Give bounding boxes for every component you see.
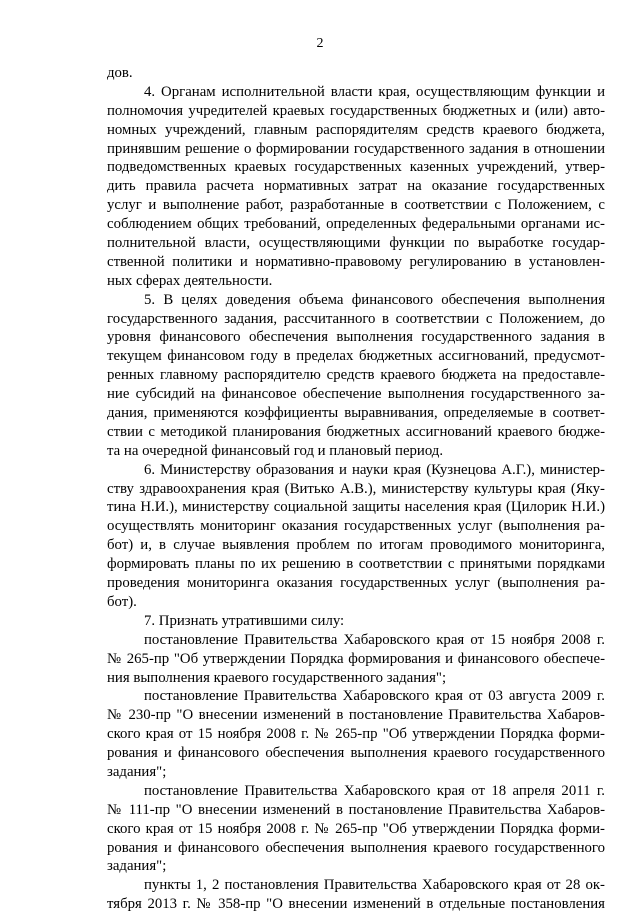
text-line: текущем финансовом году в пределах бюджетных ассигнований, предусмот- bbox=[107, 348, 605, 365]
text-line: тября 2013 г. № 358-пр "О внесении изменений в отдельные постановления bbox=[107, 896, 605, 913]
paragraph-repeal-4 bbox=[107, 876, 605, 914]
text-line: 7. Признать утратившими силу: bbox=[144, 612, 345, 629]
text-line: ние субсидий на финансовое обеспечение выполнения государственного за- bbox=[107, 386, 605, 403]
text-line: пункты 1, 2 постановления Правительства Хабаровского края от 28 ок- bbox=[144, 877, 605, 894]
text-line: 5. В целях доведения объема финансового обеспечения выполнения bbox=[144, 291, 605, 308]
text-line: ных сферах деятельности. bbox=[107, 272, 273, 289]
text-line: формировать планы по их решению в соответствии с принятыми порядками bbox=[107, 556, 605, 573]
text-line: услуг и выполнение работ, разработанные в соответствии с Положением, с bbox=[107, 197, 605, 214]
document-body bbox=[107, 64, 605, 914]
page-number: 2 bbox=[316, 36, 324, 51]
text-line: постановление Правительства Хабаровского края от 18 апреля 2011 г. bbox=[144, 782, 605, 799]
text-line: бот) и, в случае выявления проблем по итогам проводимого мониторинга, bbox=[107, 537, 605, 554]
text-line: задания"; bbox=[107, 763, 167, 780]
text-line: подведомственных краевых государственных казенных учреждений, утвер- bbox=[107, 159, 605, 176]
text-line: ству здравоохранения края (Витько А.В.), министерству культуры края (Яку- bbox=[107, 480, 605, 497]
text-line: принявшим решение о формировании государственного задания в отношении bbox=[107, 140, 605, 157]
text-line: ского края от 15 ноября 2008 г. № 265-пр "Об утверждении Порядка форми- bbox=[107, 820, 605, 837]
text-line: № 230-пр "О внесении изменений в постановление Правительства Хабаров- bbox=[107, 707, 605, 724]
text-line: полнительной власти, осуществляющими функции по выработке государ- bbox=[107, 235, 605, 252]
text-line: дания, применяются коэффициенты выравнивания, определяемые в соответ- bbox=[107, 405, 605, 422]
paragraph-repeal-3 bbox=[107, 782, 605, 876]
text-line: полномочия учредителей краевых государственных бюджетных и (или) авто- bbox=[107, 102, 605, 119]
text-line: рования и финансового обеспечения выполнения краевого государственного bbox=[107, 745, 605, 762]
text-line: ского края от 15 ноября 2008 г. № 265-пр "Об утверждении Порядка форми- bbox=[107, 726, 605, 743]
paragraph-repeal-2 bbox=[107, 687, 605, 781]
paragraph-fragment-top bbox=[107, 64, 605, 83]
text-line: осуществлять мониторинг оказания государственных услуг (выполнения ра- bbox=[107, 518, 605, 535]
text-line: № 111-пр "О внесении изменений в постановление Правительства Хабаров- bbox=[107, 801, 605, 818]
text-line: 4. Органам исполнительной власти края, осуществляющим функции и bbox=[144, 83, 605, 100]
text-line: тина Н.И.), министерству социальной защиты населения края (Цилорик Н.И.) bbox=[107, 499, 605, 516]
text-line: ствии с методикой планирования бюджетных ассигнований краевого бюдже- bbox=[107, 423, 605, 440]
text-line: номных учреждений, главным распорядителям средств краевого бюджета, bbox=[107, 121, 605, 138]
text-line: соблюдением общих требований, определенных федеральными органами ис- bbox=[107, 216, 605, 233]
text-line: бот). bbox=[107, 593, 137, 610]
text-line: ния выполнения краевого государственного задания"; bbox=[107, 669, 447, 686]
text-line: постановление Правительства Хабаровского края от 15 ноября 2008 г. bbox=[144, 631, 605, 648]
text-line: задания"; bbox=[107, 858, 167, 875]
text-line: государственного задания, рассчитанного в соответствии с Положением, до bbox=[107, 310, 605, 327]
paragraph-item-6 bbox=[107, 461, 605, 612]
text-line: рования и финансового обеспечения выполнения краевого государственного bbox=[107, 839, 605, 856]
paragraph-item-4 bbox=[107, 83, 605, 291]
paragraph-item-7 bbox=[107, 612, 605, 631]
text-line: постановление Правительства Хабаровского края от 03 августа 2009 г. bbox=[144, 688, 605, 705]
paragraph-item-5 bbox=[107, 291, 605, 461]
text-line: 6. Министерству образования и науки края (Кузнецова А.Г.), министер- bbox=[144, 461, 605, 478]
paragraph-repeal-1 bbox=[107, 631, 605, 688]
text-line: № 265-пр "Об утверждении Порядка формирования и финансового обеспече- bbox=[107, 650, 605, 667]
text-line: ственной политики и нормативно-правовому регулированию в установлен- bbox=[107, 253, 605, 270]
text-line: уровня финансового обеспечения выполнения государственного задания в bbox=[107, 329, 605, 346]
text-line: та на очередной финансовый год и плановый период. bbox=[107, 442, 444, 459]
text-line: дить правила расчета нормативных затрат на оказание государственных bbox=[107, 178, 605, 195]
text-line: дов. bbox=[107, 65, 133, 81]
text-line: ренных главному распорядителю средств краевого бюджета на предоставле- bbox=[107, 367, 605, 384]
text-line: проведения мониторинга оказания государственных услуг (выполнения ра- bbox=[107, 575, 605, 592]
